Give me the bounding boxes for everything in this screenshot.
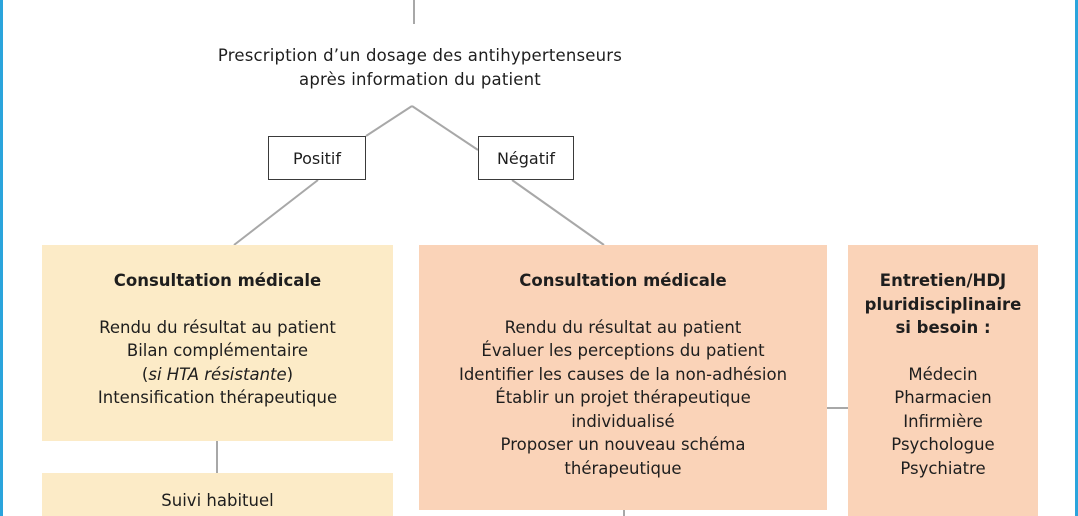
- middle-box-line: Rendu du résultat au patient: [504, 317, 742, 337]
- middle-box-line: individualisé: [571, 411, 675, 431]
- prescription-text: [170, 44, 670, 92]
- multidisciplinary-title-line: si besoin :: [895, 318, 991, 337]
- middle-box-line: Identifier les causes de la non-adhésion: [458, 364, 788, 384]
- left-box-line: Rendu du résultat au patient: [99, 317, 336, 337]
- positive-label: Positif: [293, 148, 341, 168]
- italic-text: si HTA résistante: [148, 364, 287, 384]
- negative-label: Négatif: [496, 148, 556, 168]
- team-member: Psychologue: [891, 435, 995, 454]
- spacer: [848, 340, 1038, 363]
- team-member: Pharmacien: [894, 388, 992, 407]
- spacer: [42, 293, 393, 316]
- follow-up-box: [42, 473, 393, 516]
- multidisciplinary-title-line: pluridisciplinaire: [864, 294, 1022, 314]
- connector-to-negatif: [412, 106, 478, 150]
- multidisciplinary-box: [848, 245, 1038, 516]
- middle-box-title: Consultation médicale: [519, 271, 727, 290]
- left-box-line: Intensification thérapeutique: [97, 388, 338, 407]
- middle-consultation-box: [419, 245, 827, 510]
- prescription-line-2: après information du patient: [299, 70, 541, 89]
- left-consultation-box: [42, 245, 393, 441]
- italic-prefix: (: [141, 364, 149, 384]
- team-member: Psychiatre: [900, 458, 986, 478]
- multidisciplinary-title-line: Entretien/HDJ: [879, 271, 1007, 290]
- prescription-line-1: Prescription d’un dosage des antihypertenseurs: [217, 46, 623, 65]
- connector-to-positif: [366, 106, 412, 136]
- positive-label-box: [268, 136, 366, 180]
- middle-box-line: Proposer un nouveau schéma: [500, 435, 746, 454]
- left-box-line: Bilan complémentaire: [126, 341, 309, 360]
- left-box-italic-line: [42, 363, 393, 387]
- team-member: Médecin: [908, 364, 978, 384]
- middle-box-line: Établir un projet thérapeutique: [495, 388, 751, 407]
- team-member: Infirmière: [903, 411, 983, 431]
- middle-box-line: Évaluer les perceptions du patient: [481, 341, 765, 360]
- left-box-title: Consultation médicale: [113, 271, 322, 290]
- middle-box-line: thérapeutique: [564, 458, 682, 478]
- italic-suffix: ): [286, 364, 294, 384]
- follow-up-label: Suivi habituel: [161, 491, 274, 510]
- connector-negatif-to-middle-box: [512, 180, 604, 245]
- spacer: [419, 293, 827, 316]
- connector-positif-to-left-box: [234, 180, 318, 245]
- negative-label-box: [478, 136, 574, 180]
